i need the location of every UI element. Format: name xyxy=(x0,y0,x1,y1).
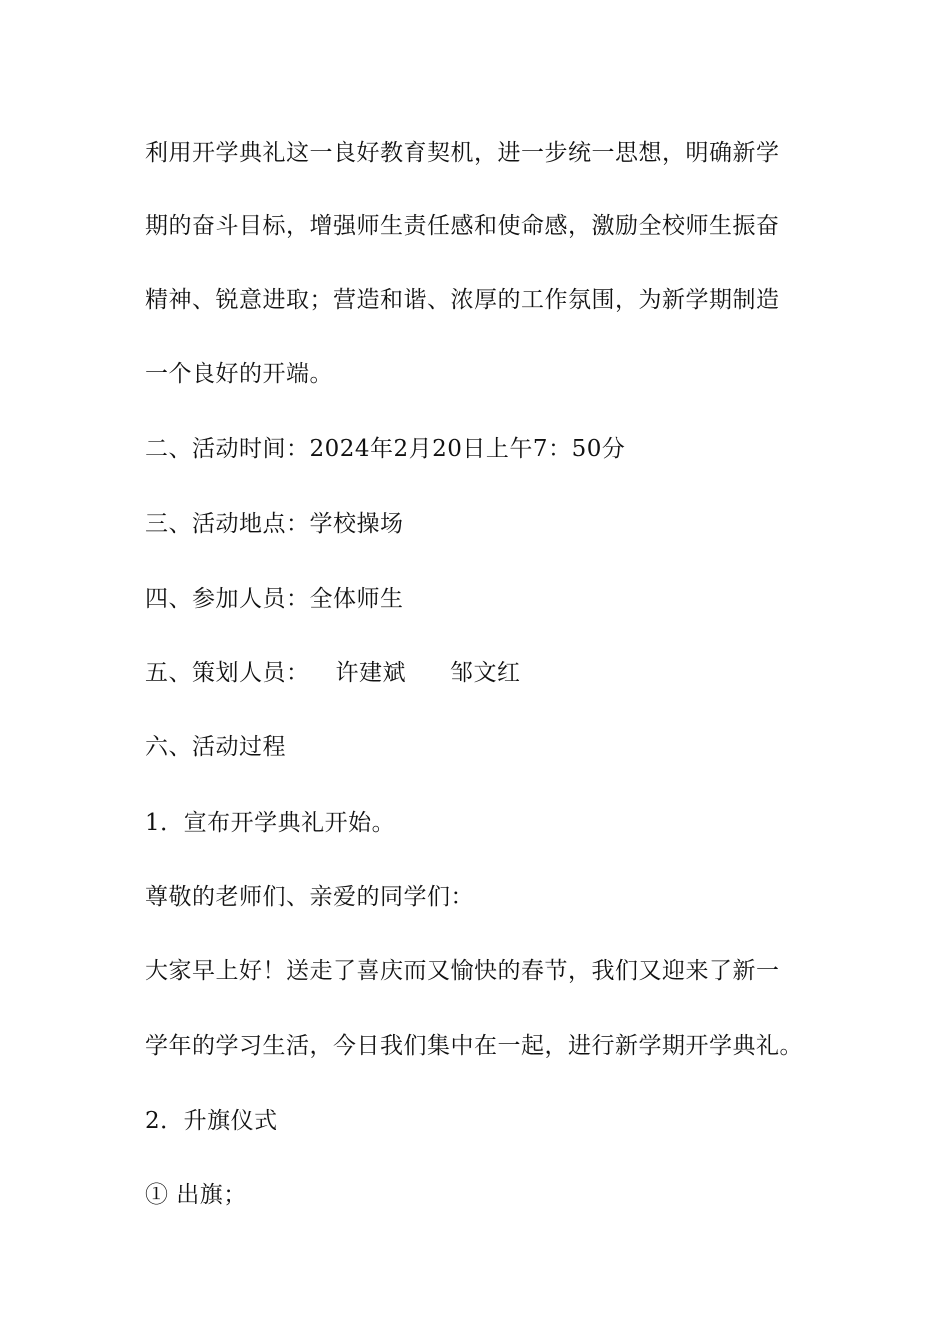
section-activity-time: 二、活动时间：2024年2月20日上午7：50分 xyxy=(145,436,626,462)
intro-line-4: 一个良好的开端。 xyxy=(145,361,333,387)
intro-line-2: 期的奋斗目标，增强师生责任感和使命感，激励全校师生振奋 xyxy=(145,213,780,239)
section-planners xyxy=(145,658,815,688)
planners-label: 五、策划人员： xyxy=(145,660,310,686)
section-activity-process: 六、活动过程 xyxy=(145,734,286,760)
sub-step-flag-out: ① 出旗； xyxy=(145,1182,247,1208)
planner-name-2: 邹文红 xyxy=(450,660,521,686)
planner-name-1: 许建斌 xyxy=(335,660,406,686)
step-2-flag-ceremony: 2．升旗仪式 xyxy=(145,1108,278,1134)
section-activity-location: 三、活动地点：学校操场 xyxy=(145,511,404,537)
speech-greeting: 尊敬的老师们、亲爱的同学们： xyxy=(145,884,474,910)
step-1-announce-start: 1．宣布开学典礼开始。 xyxy=(145,810,396,836)
intro-line-3: 精神、锐意进取；营造和谐、浓厚的工作氛围，为新学期制造 xyxy=(145,287,780,313)
section-participants: 四、参加人员：全体师生 xyxy=(145,586,404,612)
speech-line-1: 大家早上好！送走了喜庆而又愉快的春节，我们又迎来了新一 xyxy=(145,958,780,984)
speech-line-2: 学年的学习生活，今日我们集中在一起，进行新学期开学典礼。 xyxy=(145,1033,803,1059)
intro-line-1: 利用开学典礼这一良好教育契机，进一步统一思想，明确新学 xyxy=(145,140,780,166)
